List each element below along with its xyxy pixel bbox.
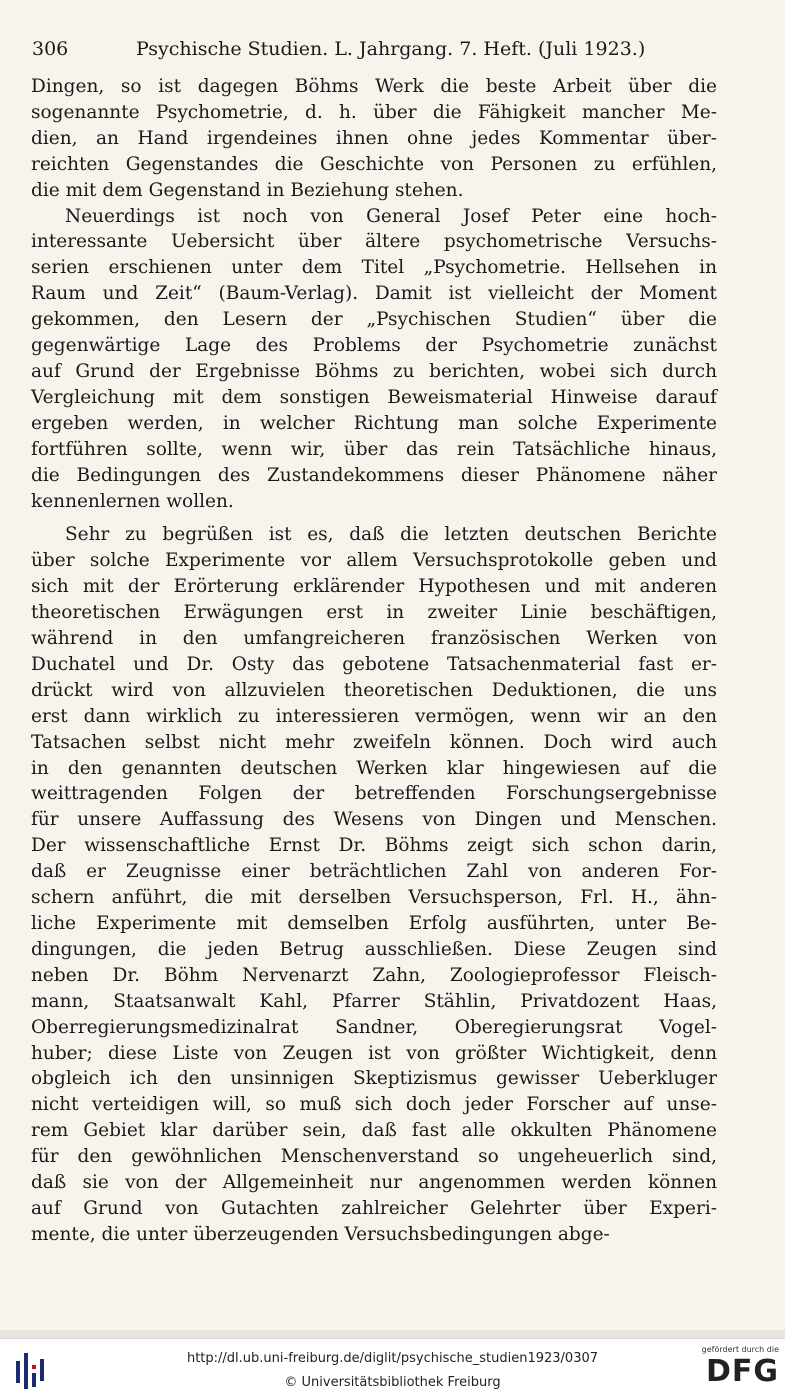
ub-freiburg-logo-icon xyxy=(12,1347,48,1391)
paragraph xyxy=(31,74,717,204)
text-line: Vergleichung mit dem sonstigen Beweismaterial Hinweise darauf xyxy=(31,386,717,408)
source-url-link[interactable]: http://dl.ub.uni-freiburg.de/diglit/psychische_studien1923/0307 xyxy=(186,1351,599,1366)
text-line: auf Grund der Ergebnisse Böhms zu berichten, wobei sich durch xyxy=(31,360,717,382)
text-line: reichten Gegenstandes die Geschichte von Personen zu erfühlen, xyxy=(31,153,717,175)
text-line: erst dann wirklich zu interessieren vermögen, wenn wir an den xyxy=(31,705,717,727)
text-line: die mit dem Gegenstand in Beziehung stehen. xyxy=(31,179,464,201)
copyright-notice: © Universitätsbibliothek Freiburg xyxy=(284,1375,501,1390)
page-number: 306 xyxy=(32,38,69,60)
text-line: theoretischen Erwägungen erst in zweiter Linie beschäftigen, xyxy=(31,602,717,624)
text-line: über solche Experimente vor allem Versuchsprotokolle geben und xyxy=(31,550,717,572)
text-line: dingungen, die jeden Betrug ausschließen. Diese Zeugen sind xyxy=(31,938,717,960)
text-line: drückt wird von allzuvielen theoretischen Deduktionen, die uns xyxy=(31,679,717,701)
page-header xyxy=(32,34,752,64)
dfg-logo-text: DFG xyxy=(705,1354,779,1389)
text-line: für den gewöhnlichen Menschenverstand so ungeheuerlich sind, xyxy=(31,1146,717,1168)
text-line: liche Experimente mit demselben Erfolg ausführten, unter Be- xyxy=(31,913,717,934)
running-title: Psychische Studien. L. Jahrgang. 7. Heft. (Juli 1923.) xyxy=(136,38,646,60)
text-line: interessante Uebersicht über ältere psychometrische Versuchs- xyxy=(31,231,717,253)
text-line: schern anführt, die mit derselben Versuchsperson, Frl. H., ähn- xyxy=(31,887,717,909)
text-line: in den genannten deutschen Werken klar hingewiesen auf die xyxy=(31,757,717,779)
text-line: für unsere Auffassung des Wesens von Dingen und Menschen. xyxy=(31,809,717,831)
text-line: rem Gebiet klar darüber sein, daß fast alle okkulten Phänomene xyxy=(31,1120,717,1142)
dfg-logo xyxy=(693,1345,779,1391)
text-line: nicht verteidigen will, so muß sich doch jeder Forscher auf unse- xyxy=(31,1094,717,1116)
text-line: sogenannte Psychometrie, d. h. über die Fähigkeit mancher Me- xyxy=(31,101,717,123)
text-line: Raum und Zeit“ (Baum-Verlag). Damit ist vielleicht der Moment xyxy=(31,283,717,305)
text-line: mente, die unter überzeugenden Versuchsbedingungen abge- xyxy=(31,1223,610,1245)
text-line: obgleich ich den unsinnigen Skeptizismus gewisser Ueberkluger xyxy=(31,1068,717,1090)
body-text xyxy=(31,74,717,1248)
paragraph xyxy=(31,522,717,1247)
text-line: Der wissenschaftliche Ernst Dr. Böhms zeigt sich schon darin, xyxy=(31,835,717,857)
text-line: sich mit der Erörterung erklärender Hypothesen und mit anderen xyxy=(31,576,717,598)
text-line: dien, an Hand irgendeines ihnen ohne jedes Kommentar über- xyxy=(31,127,717,149)
dfg-funding-note: gefördert durch die xyxy=(701,1345,779,1354)
text-line: huber; diese Liste von Zeugen ist von größter Wichtigkeit, denn xyxy=(31,1042,717,1064)
text-line: Duchatel und Dr. Osty das gebotene Tatsachenmaterial fast er- xyxy=(31,653,717,675)
text-line: Sehr zu begrüßen ist es, daß die letzten deutschen Berichte xyxy=(65,524,717,546)
text-line: gegenwärtige Lage des Problems der Psychometrie zunächst xyxy=(31,335,717,357)
text-line: Dingen, so ist dagegen Böhms Werk die beste Arbeit über die xyxy=(31,76,717,97)
text-line: neben Dr. Böhm Nervenarzt Zahn, Zoologieprofessor Fleisch- xyxy=(31,964,717,986)
text-line: daß er Zeugnisse einer beträchtlichen Zahl von anderen For- xyxy=(31,861,717,883)
paragraph-gap xyxy=(31,514,717,522)
text-line: Oberregierungsmedizinalrat Sandner, Oberegierungsrat Vogel- xyxy=(31,1016,717,1038)
text-line: mann, Staatsanwalt Kahl, Pfarrer Stählin, Privatdozent Haas, xyxy=(31,990,717,1012)
scan-edge xyxy=(0,1330,785,1338)
text-line: gekommen, den Lesern der „Psychischen Studien“ über die xyxy=(31,309,717,331)
text-line: die Bedingungen des Zustandekommens dieser Phänomene näher xyxy=(31,464,717,486)
text-line: auf Grund von Gutachten zahlreicher Gelehrter über Experi- xyxy=(31,1197,717,1219)
paragraph xyxy=(31,204,717,515)
viewer-footer xyxy=(0,1338,785,1396)
text-line: serien erschienen unter dem Titel „Psychometrie. Hellsehen in xyxy=(31,257,717,279)
text-line: fortführen sollte, wenn wir, über das rein Tatsächliche hinaus, xyxy=(31,438,717,460)
text-line: Neuerdings ist noch von General Josef Peter eine hoch- xyxy=(65,205,717,227)
text-line: während in den umfangreicheren französischen Werken von xyxy=(31,628,717,650)
text-line: ergeben werden, in welcher Richtung man solche Experimente xyxy=(31,412,717,434)
text-line: kennenlernen wollen. xyxy=(31,490,234,512)
text-line: Tatsachen selbst nicht mehr zweifeln können. Doch wird auch xyxy=(31,731,717,753)
text-line: daß sie von der Allgemeinheit nur angenommen werden können xyxy=(31,1172,717,1194)
text-line: weittragenden Folgen der betreffenden Forschungsergebnisse xyxy=(31,783,717,805)
